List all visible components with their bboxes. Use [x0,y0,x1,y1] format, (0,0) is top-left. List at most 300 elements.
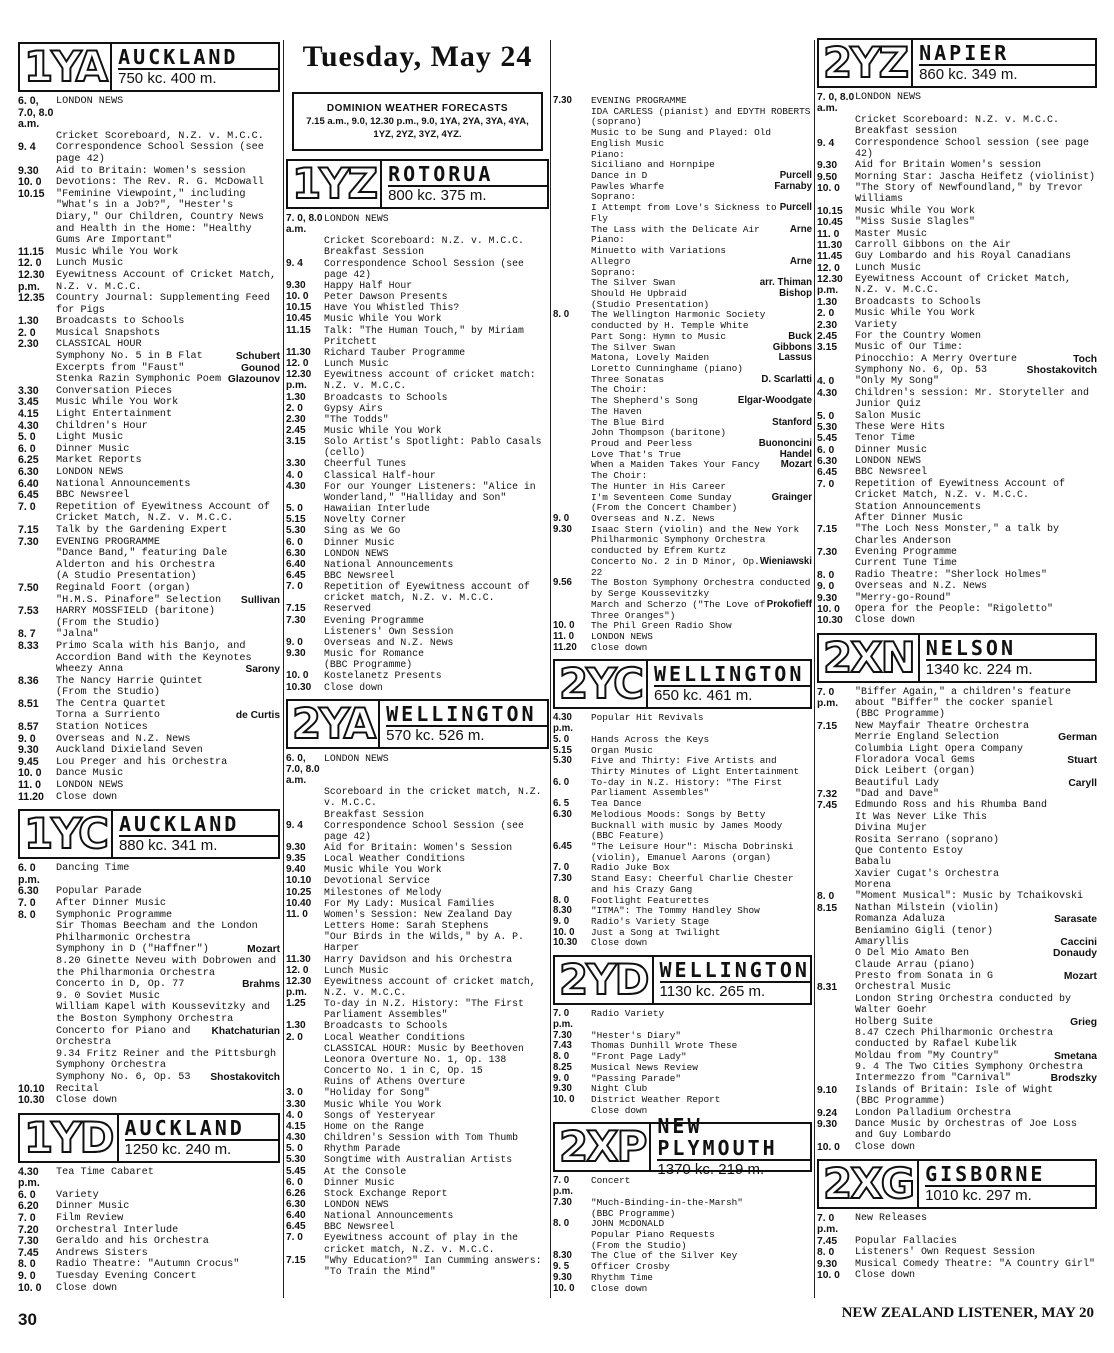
programme-title [855,960,1097,971]
programme-text: Wheezy Anna [56,664,124,676]
programme-text: Children's session: Mr. Storyteller and Junior Quiz [855,387,1090,411]
programme-text: Babalu [855,857,892,869]
programme-text: Cheerful Tunes [324,458,407,470]
programme-row [817,456,1097,467]
programme-text: Breakfast session [855,126,958,138]
programme-row [817,812,1097,823]
programme-row [286,325,549,347]
programme-time: 2. 0 [817,308,835,320]
programme-title [324,920,549,931]
programme-row [553,107,812,128]
programme-title [855,732,1097,743]
programme-text: LONDON NEWS [855,456,922,467]
programme-title [324,637,549,648]
programme-text: Radio Theatre: "Sherlock Holmes" [855,569,1048,581]
programme-title [855,388,1097,411]
programme-text: Merrie England Selection [855,732,1000,744]
programme-time [553,343,591,354]
programme-text: The Clue of the Silver Key [591,1250,738,1262]
programme-time [817,835,855,846]
programme-title [591,525,812,557]
programme-time: 9. 4 [286,819,303,831]
programme-time: 9. 4 [18,141,36,154]
programme-time: 6.20 [18,1200,39,1213]
programme-text: Songtime with Australian Artists [324,1154,513,1166]
programme-row [817,524,1097,547]
programme-time: 4.30 [18,419,39,432]
programme-row [18,1049,280,1072]
programme-row [286,898,549,909]
programme-title [56,780,280,792]
programme-time: 7.43 [553,1040,572,1052]
frequency: 1250 kc. 240 m. [124,1140,232,1158]
programme-title [56,270,280,293]
programme-row [553,600,812,621]
programme-time [553,407,591,418]
call-sign: 2YD [555,957,654,1003]
composer: Grainger [771,491,812,503]
programme-text: Siciliano and Hornpipe [591,159,715,171]
programme-row [18,131,280,143]
programme-title [56,351,280,363]
programme-text: Milestones of Melody [324,886,442,898]
programme-time: 10. 0 [553,926,575,938]
programme-row [18,351,280,363]
programme-time: 7.32 [817,789,838,800]
programme-title [324,1154,549,1165]
programme-time: 10.45 [286,313,312,325]
programme-row [817,92,1097,115]
programme-title [591,1176,812,1197]
programme-row [286,514,549,525]
programme-row [18,1095,280,1107]
programme-text: Footlight Featurettes [591,894,710,906]
programme-time: 7. 0 [286,1232,303,1244]
programme-row [286,1065,549,1076]
programme-text: Music While You Work [855,205,976,217]
programme-time [553,128,591,149]
programme-row [18,618,280,630]
programme-text: Devotions: The Rev. R. G. McDowall [56,177,264,189]
programme-title [855,1259,1097,1270]
programme-time [553,375,591,386]
programme-text: Music to be Sung and Played: Old English Music [591,127,772,149]
programme-time [817,365,855,376]
programme-title [56,618,280,630]
programme-text: Islands of Britain: Isle of Wight [855,1084,1054,1096]
programme-time [18,979,56,991]
programme-text: Close down [591,641,648,653]
programme-time: 7.20 [18,1223,39,1236]
programme-time: 9.35 [286,853,306,865]
programme-title [324,1188,549,1199]
call-sign: 2XN [819,635,920,681]
programme-text: District Weather Report [591,1093,721,1105]
programme-text: "H.M.S. Pinafore" Selection [56,594,222,606]
programme-time: 6. 0 [553,776,570,788]
programme-text: Guy Lombardo and his Royal Canadians [855,251,1072,263]
programme-title [591,203,812,224]
programme-time: 8.25 [553,1061,572,1073]
programme-row [817,1247,1097,1258]
programme-row [286,280,549,291]
programme-text: Eyewitness Account of Cricket Match, N.Z. v. M.C.C. [855,274,1072,297]
programme-text: Reserved [324,603,372,615]
programme-time [553,600,591,621]
programme-title [56,293,280,316]
composer: Sarasate [1054,914,1097,926]
station-1yz [286,159,549,693]
programme-time: 4.15 [286,1120,306,1132]
programme-row [817,297,1097,308]
programme-time: 7.15 [286,1254,306,1266]
programme-text: National Announcements [56,478,191,490]
programme-text: I'm Seventeen Come Sunday [591,491,732,503]
programme-time: 6.40 [18,477,39,490]
programme-row [18,258,280,270]
programme-text: Dance Music [56,768,124,780]
programme-title [56,699,280,711]
programme-row [286,1032,549,1043]
frequency: 800 kc. 375 m. [388,187,487,204]
programme-text: Novelty Corner [324,514,407,526]
programme-row [18,177,280,189]
programme-time [817,880,855,891]
programme-title [855,297,1097,308]
programme-time: 9. 0 [553,513,570,525]
programme-text: Aid for Britain Women's session [855,160,1042,172]
programme-title [855,138,1097,161]
city-name: NEW PLYMOUTH [657,1115,810,1161]
programme-time: 4.30 p.m. [18,1165,40,1190]
programme-text: National Announcements [324,1210,454,1222]
programme-text: The Boston Symphony Orchestra conducted by Serge Koussevitzky [591,577,811,600]
programme-row [817,960,1097,971]
programme-text: Close down [591,937,648,949]
programme-title [56,363,280,375]
programme-text: Concert [591,1175,631,1187]
programme-time: 10.15 [18,187,45,200]
programme-time [817,1028,855,1051]
station-info [919,1161,1095,1207]
programme-text: "Only My Song" [855,376,940,388]
programme-row [817,320,1097,331]
programme-time: 10.30 [286,681,312,693]
programme-row [286,347,549,358]
call-sign: 1YD [20,1115,119,1161]
programme-row [18,432,280,444]
programme-time [817,755,855,766]
station-header [553,1114,812,1179]
programme-title [324,503,549,514]
programme-time [286,626,324,637]
composer: Arne [789,255,812,267]
programme-title [324,786,549,808]
programme-time: 6. 5 [553,798,570,810]
programme-text: Music of Our Time: [855,342,964,354]
programme-text: Hawaiian Interlude [324,503,430,515]
programme-title [591,810,812,831]
programme-time: 5. 0 [817,410,835,422]
programme-time: 4.15 [18,408,39,421]
programme-row [18,780,280,792]
programme-text: 8.20 Ginette Neveu with Dobrowen and the Philharmonia Orchestra [56,955,277,979]
programme-time: 7.30 [553,95,572,106]
programme-title [855,1119,1097,1142]
programme-text: Current Tune Time [855,558,958,570]
call-sign: 2XP [555,1124,651,1170]
programme-text: Music While You Work [324,424,442,436]
programme-title [855,342,1097,353]
programme-text: Radio Variety [591,1008,665,1020]
programme-text: Women's Session: New Zealand Day [324,908,513,920]
programme-row [817,778,1097,789]
programme-time [817,778,855,789]
programme-text: Auckland Dixieland Seven [56,745,203,757]
programme-title [56,421,280,433]
programme-time [817,948,855,959]
composer: Toch [1073,353,1097,365]
programme-row [286,302,549,313]
programme-text: Devotional Service [324,875,430,887]
frequency: 1370 kc. 219 m. [657,1161,765,1179]
programme-text: Nathan Milstein (violin) [855,902,1000,914]
programme-text: Eyewitness account of play in the cricket match, N.Z. v. M.C.C. [324,1232,519,1255]
programme-title [855,891,1097,902]
programme-row [553,310,812,331]
programme-time [553,171,591,182]
programme-text: Master Music [855,228,928,240]
programme-title [855,513,1097,524]
frequency: 880 kc. 341 m. [118,837,218,855]
city-name: NELSON [926,637,1095,661]
programme-text: Tuesday Evening Concert [56,1271,197,1283]
programme-title [324,537,549,548]
programme-time: 11. 0 [18,779,41,792]
programme-row [817,869,1097,880]
programme-title [855,456,1097,467]
programme-title [855,914,1097,925]
programme-title [855,823,1097,834]
programme-time: 9.30 [553,523,572,535]
weather-title: DOMINION WEATHER FORECASTS [326,103,509,114]
programme-time [817,1096,855,1107]
programme-text: Minuetto with Variations [591,245,727,257]
programme-time: 9. 0 [553,1072,570,1084]
programme-text: (From the Concert Chamber) [591,502,738,514]
programme-time: 6.30 [18,466,39,478]
programme-time: 7. 0 p.m. [553,1008,573,1030]
programme-time: 6. 0 p.m. [18,862,40,886]
page-title: Tuesday, May 24 [302,40,533,73]
programme-time [553,493,591,504]
composer: arr. Thiman [759,277,812,289]
station-info [380,701,547,747]
programme-row [286,1110,549,1121]
programme-time: 11. 0 [553,630,575,642]
programme-text: Breakfast Session [324,246,424,258]
programme-title [324,1110,549,1121]
station-header [553,659,812,709]
programme-row [286,976,549,998]
programme-text: Opera for the People: "Rigoletto" [855,603,1054,615]
programme-text: "Feminine Viewpoint," including "What's in a Job?", "Hester's Diary," Our Children, Country News and Health in the Home: "Healthy Gums Are Important" [56,188,264,247]
station-info [920,635,1095,681]
programme-text: Popular Hit Revivals [591,712,704,724]
programme-row [18,525,280,537]
programme-text: For our Younger Listeners: "Alice in Wonderland," "Halliday and Son" [324,480,536,503]
programme-row [817,365,1097,376]
programme-text: EVENING PROGRAMME [591,95,687,106]
programme-text: The Phil Green Radio Show [591,620,732,632]
programme-time: 9.30 [553,1083,572,1095]
programme-time: 5.45 [286,1165,306,1177]
programme-time: 9. 0 [553,916,570,928]
programme-time [817,971,855,982]
programme-time: 5.30 [817,421,838,433]
programme-row [553,874,812,895]
programme-text: Dance in D [591,170,648,182]
programme-title [855,721,1097,732]
programme-text: Children's Hour [56,420,148,432]
programme-row [817,857,1097,868]
programme-row [286,853,549,864]
programme-row [18,374,280,386]
programme-text: Overseas and N.Z. News [324,636,454,648]
programme-text: Close down [591,1282,648,1294]
programme-time: 10. 0 [18,767,42,780]
programme-text: Andrews Sisters [56,1247,148,1259]
programme-title [56,641,280,664]
programme-row [553,1176,812,1197]
programme-time: 5.30 [286,1154,306,1166]
programme-title [855,994,1097,1017]
programme-time: 7.45 [18,1246,39,1259]
programme-text: Holberg Suite [855,1016,934,1028]
programme-row [817,445,1097,456]
programme-text: Hands Across the Keys [591,733,710,745]
programme-time: 6.45 [817,467,838,479]
programme-text: Film Review [56,1213,124,1225]
frequency: 1130 kc. 265 m. [659,983,766,1001]
programme-row [817,160,1097,171]
programme-time: 8. 0 [817,569,835,581]
programme-text: Morning Star: Jascha Heifetz (violinist) [855,171,1096,183]
programme-row [18,1201,280,1213]
programme-title [56,979,280,991]
programme-row [286,369,549,391]
programme-row [286,659,549,670]
station-2ya [286,699,549,1277]
programme-title [855,903,1097,914]
programme-time: 10.45 [817,217,843,229]
programme-text: Love That's True [591,448,682,460]
programme-title [324,1210,549,1221]
programme-row [817,755,1097,766]
programme-row [817,251,1097,262]
programme-time: 8. 0 [817,1247,835,1259]
programme-time: 7. 0 p.m. [817,686,839,709]
programme-row [817,479,1097,502]
programme-text: Kostelanetz Presents [324,670,442,682]
call-sign: 2YC [555,661,648,707]
programme-time: 7.30 [553,1196,572,1208]
programme-time: 5.30 [286,525,306,537]
programme-time: 8. 0 [18,908,36,921]
programme-title [855,570,1097,581]
programme-text: Concerto No. 2 in D Minor, Op. 22 [591,555,760,578]
programme-time [553,1106,591,1117]
programme-text: LONDON NEWS [324,547,389,559]
programme-title [324,280,549,291]
programme-title [56,131,280,143]
composer: Buononcini [758,438,812,449]
programme-title [855,422,1097,433]
programme-text: Aid for Britain: Women's Session [324,841,513,853]
station-1yc [18,809,280,1106]
programme-title [56,1084,280,1096]
programme-row [286,403,549,414]
programme-row [817,604,1097,615]
programme-time [286,659,324,670]
programme-title [855,229,1097,240]
programme-text: After Dinner Music [855,512,964,524]
programme-title [56,142,280,165]
programme-title [324,864,549,875]
programme-time [553,482,591,493]
programme-row [286,503,549,514]
programme-title [855,1142,1097,1153]
programme-time: 7.30 [18,535,39,548]
programme-title [591,310,812,331]
programme-title [56,886,280,898]
programme-row [817,354,1097,365]
programme-title [855,263,1097,274]
programme-title [56,1167,280,1190]
call-sign: 2YZ [819,40,913,86]
programme-title [56,898,280,910]
programme-text: Dinner Music [324,1176,395,1188]
programme-time: 4. 0 [817,376,835,388]
composer: Sarony [245,664,280,676]
programme-text: Que Contento Estoy [855,845,964,857]
programme-time: 3. 0 [286,1087,303,1099]
programme-time: 11. 0 [286,908,308,920]
programme-text: Leonora Overture No. 1, Op. 138 [324,1053,507,1065]
programme-text: Have You Whistled This? [324,302,460,314]
programme-time: 6.30 [18,885,39,898]
programme-time: 7.30 [18,1235,39,1248]
programme-row [18,583,280,595]
programme-row [18,921,280,944]
programme-text: Symphony No. 6, Op. 53 [56,1071,191,1083]
programme-text: The Silver Swan [591,277,676,289]
programme-time: 6.25 [18,454,39,467]
programme-title [324,887,549,898]
programme-title [56,571,280,583]
programme-title [855,1213,1097,1236]
programme-text: Beautiful Lady [855,777,940,789]
programme-text: The Silver Swan [591,341,676,353]
programme-text: "The Leisure Hour": Mischa Dobrinski (violin), Emanuel Aarons (organ) [591,841,794,863]
programme-time: 9. 5 [553,1261,570,1273]
programme-text: Five and Thirty: Five Artists and Thirty Minutes of Light Entertainment [591,755,800,777]
programme-time: 5.15 [553,744,572,756]
programme-text: BBC Newsreel [324,1221,395,1233]
programme-row [18,421,280,433]
programme-row [18,734,280,746]
call-sign: 2YA [288,701,380,747]
